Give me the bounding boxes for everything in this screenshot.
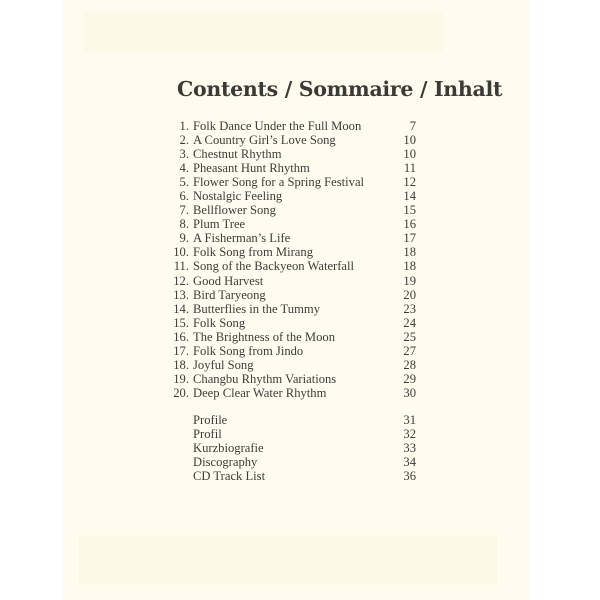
entry-number: 19. bbox=[173, 371, 189, 386]
extra-title: Discography bbox=[193, 455, 258, 470]
page-title: Contents / Sommaire / Inhalt bbox=[177, 77, 503, 101]
entry-title: Butterflies in the Tummy bbox=[193, 301, 320, 316]
toc-entry bbox=[172, 302, 416, 316]
entry-page: 10 bbox=[403, 147, 416, 162]
toc-entry bbox=[172, 119, 416, 133]
entry-number: 8. bbox=[179, 217, 189, 232]
entry-title: Plum Tree bbox=[193, 217, 246, 232]
toc-extras bbox=[172, 413, 416, 483]
extra-page: 36 bbox=[403, 469, 416, 484]
toc-extra-entry bbox=[172, 427, 416, 441]
entry-page: 17 bbox=[403, 231, 416, 246]
entry-page: 19 bbox=[403, 273, 416, 288]
toc-extra-entry bbox=[172, 441, 416, 455]
toc-entry bbox=[172, 274, 416, 288]
toc-entries bbox=[172, 119, 416, 400]
entry-title: Flower Song for a Spring Festival bbox=[193, 175, 365, 190]
entry-title: Good Harvest bbox=[193, 273, 264, 288]
entry-page: 29 bbox=[403, 371, 416, 386]
toc-entry bbox=[172, 372, 416, 386]
entry-title: Changbu Rhythm Variations bbox=[193, 371, 337, 386]
toc-entry bbox=[172, 217, 416, 231]
toc-entry bbox=[172, 386, 416, 400]
toc-entry bbox=[172, 344, 416, 358]
extra-title: Profil bbox=[193, 426, 222, 441]
entry-page: 7 bbox=[409, 119, 416, 133]
entry-title: Bird Taryeong bbox=[193, 287, 266, 302]
extra-page: 31 bbox=[403, 412, 416, 427]
extra-title: CD Track List bbox=[193, 469, 266, 484]
entry-page: 30 bbox=[403, 385, 416, 400]
entry-page: 10 bbox=[403, 133, 416, 148]
entry-number: 14. bbox=[173, 301, 189, 316]
toc-entry bbox=[172, 330, 416, 344]
entry-number: 13. bbox=[173, 287, 189, 302]
toc-entry bbox=[172, 133, 416, 147]
entry-number: 5. bbox=[179, 175, 189, 190]
table-of-contents bbox=[172, 119, 416, 483]
entry-page: 28 bbox=[403, 357, 416, 372]
toc-entry bbox=[172, 231, 416, 245]
toc-extra-entry bbox=[172, 469, 416, 483]
toc-entry bbox=[172, 189, 416, 203]
entry-title: Folk Song from Mirang bbox=[193, 245, 313, 260]
entry-page: 27 bbox=[403, 343, 416, 358]
entry-title: Pheasant Hunt Rhythm bbox=[193, 161, 310, 176]
entry-page: 18 bbox=[403, 259, 416, 274]
entry-page: 23 bbox=[403, 301, 416, 316]
toc-entry bbox=[172, 175, 416, 189]
entry-number: 17. bbox=[173, 343, 189, 358]
extra-page: 33 bbox=[403, 441, 416, 456]
entry-page: 24 bbox=[403, 315, 416, 330]
entry-number: 18. bbox=[173, 357, 189, 372]
entry-number: 20. bbox=[173, 385, 189, 400]
entry-page: 18 bbox=[403, 245, 416, 260]
entry-title: The Brightness of the Moon bbox=[193, 329, 336, 344]
entry-title: Folk Song bbox=[193, 315, 246, 330]
entry-title: A Country Girl’s Love Song bbox=[193, 133, 336, 148]
entry-number: 12. bbox=[173, 273, 189, 288]
toc-entry bbox=[172, 358, 416, 372]
toc-entry bbox=[172, 316, 416, 330]
entry-number: 6. bbox=[179, 189, 189, 204]
toc-entry bbox=[172, 147, 416, 161]
entry-page: 25 bbox=[403, 329, 416, 344]
toc-entry bbox=[172, 288, 416, 302]
toc-extra-entry bbox=[172, 413, 416, 427]
entry-title: Chestnut Rhythm bbox=[193, 147, 282, 162]
entry-page: 14 bbox=[403, 189, 416, 204]
show-through-text-top bbox=[83, 12, 443, 52]
entry-number: 16. bbox=[173, 329, 189, 344]
toc-entry bbox=[172, 259, 416, 273]
entry-number: 10. bbox=[173, 245, 189, 260]
entry-number: 1. bbox=[179, 119, 189, 133]
entry-number: 7. bbox=[179, 203, 189, 218]
section-gap bbox=[172, 400, 416, 413]
entry-title: A Fisherman’s Life bbox=[193, 231, 291, 246]
entry-title: Nostalgic Feeling bbox=[193, 189, 283, 204]
entry-number: 2. bbox=[179, 133, 189, 148]
entry-number: 3. bbox=[179, 147, 189, 162]
entry-title: Deep Clear Water Rhythm bbox=[193, 385, 327, 400]
extra-page: 34 bbox=[403, 455, 416, 470]
entry-title: Song of the Backyeon Waterfall bbox=[193, 259, 355, 274]
entry-title: Bellflower Song bbox=[193, 203, 276, 218]
entry-title: Folk Song from Jindo bbox=[193, 343, 304, 358]
show-through-text-bottom bbox=[78, 535, 498, 585]
entry-number: 15. bbox=[173, 315, 189, 330]
entry-page: 15 bbox=[403, 203, 416, 218]
toc-entry bbox=[172, 161, 416, 175]
entry-page: 20 bbox=[403, 287, 416, 302]
extra-title: Profile bbox=[193, 412, 228, 427]
toc-extra-entry bbox=[172, 455, 416, 469]
entry-page: 11 bbox=[403, 161, 416, 176]
entry-number: 11. bbox=[173, 259, 189, 274]
extra-page: 32 bbox=[403, 426, 416, 441]
entry-title: Folk Dance Under the Full Moon bbox=[193, 119, 362, 133]
entry-page: 12 bbox=[403, 175, 416, 190]
toc-entry bbox=[172, 203, 416, 217]
toc-entry bbox=[172, 245, 416, 259]
entry-page: 16 bbox=[403, 217, 416, 232]
entry-number: 9. bbox=[179, 231, 189, 246]
extra-title: Kurzbiografie bbox=[193, 441, 264, 456]
entry-number: 4. bbox=[179, 161, 189, 176]
entry-title: Joyful Song bbox=[193, 357, 254, 372]
